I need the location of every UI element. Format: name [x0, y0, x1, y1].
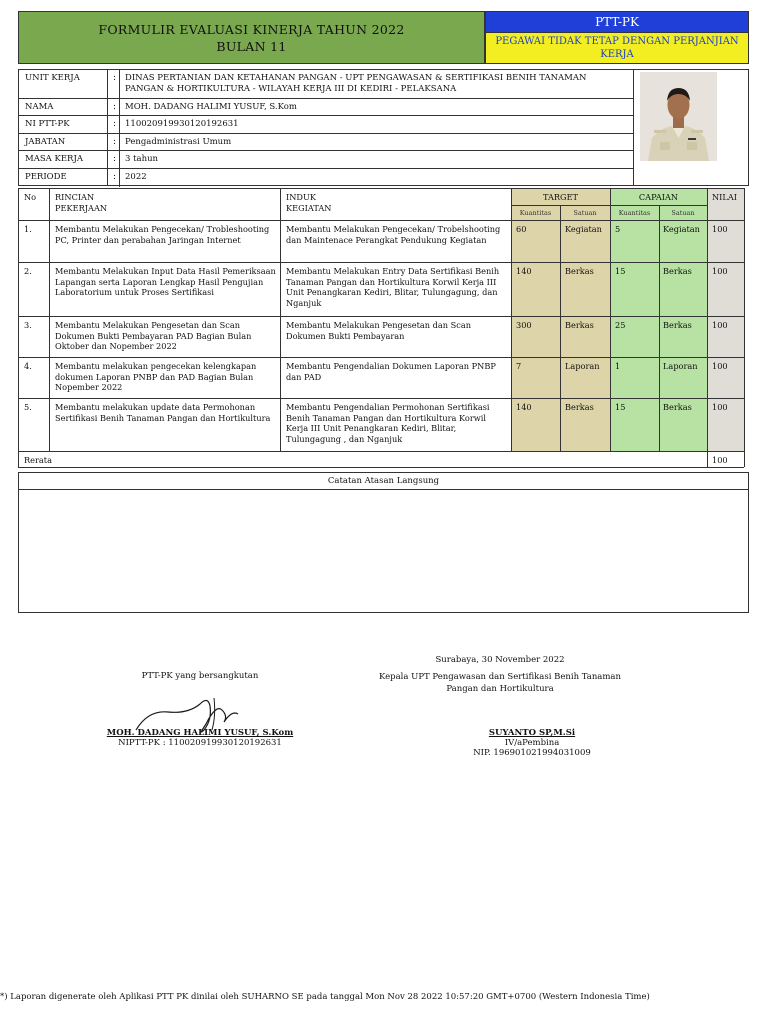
form-subtitle-month: BULAN 11 — [216, 38, 287, 54]
identity-row-periode — [19, 169, 633, 186]
left-signer-role: PTT-PK yang bersangkutan — [141, 671, 259, 681]
row5-rincian: Membantu melakukan update data Permohonan Sertifikasi Benih Tanaman Pangan dan Hortikultura — [55, 402, 271, 423]
sub-header-target-kuantitas: Kuantitas — [519, 209, 552, 217]
grid-line — [659, 205, 660, 451]
row2-capaian-satuan: Berkas — [663, 266, 692, 276]
row1-no: 1. — [24, 224, 32, 234]
row1-capaian-kuantitas: 5 — [615, 224, 621, 234]
row2-nilai: 100 — [712, 266, 728, 276]
col-header-rincian: RINCIAN PEKERJAAN — [55, 192, 108, 213]
row3-nilai: 100 — [712, 320, 728, 330]
row5-nilai: 100 — [712, 402, 728, 412]
right-signer-role — [360, 671, 640, 695]
row2-capaian-kuantitas: 15 — [615, 266, 626, 276]
left-signer-block — [80, 728, 320, 748]
grid-line — [707, 188, 708, 467]
row5-no: 5. — [24, 402, 32, 412]
row1-rincian: Membantu Melakukan Pengecekan/ Trobleshooting PC, Printer dan perabahan Jaringan Internet — [55, 224, 270, 245]
col-header-capaian: CAPAIAN — [638, 192, 679, 202]
colon: : — [113, 172, 117, 182]
row4-target-kuantitas: 7 — [516, 361, 522, 371]
jabatan-label: JABATAN — [25, 137, 66, 147]
row3-capaian-kuantitas: 25 — [615, 320, 626, 330]
grid-line — [18, 467, 744, 468]
rerata-value: 100 — [712, 455, 728, 465]
colon: : — [113, 137, 117, 147]
grid-line — [18, 316, 744, 317]
colon: : — [113, 119, 117, 129]
rerata-label: Rerata — [24, 455, 52, 465]
grid-line — [18, 357, 744, 358]
row3-no: 3. — [24, 320, 32, 330]
form-title: FORMULIR EVALUASI KINERJA TAHUN 2022 — [98, 21, 405, 37]
grid-line — [744, 188, 745, 467]
row1-nilai: 100 — [712, 224, 728, 234]
row5-target-satuan: Berkas — [565, 402, 594, 412]
ni-label: NI PTT-PK — [25, 119, 70, 129]
grid-line — [280, 188, 281, 451]
row3-rincian: Membantu Melakukan Pengesetan dan Scan Dokumen Bukti Pembayaran PAD Bagian Bulan Oktober dan Nopember 2022 — [55, 320, 252, 351]
row5-target-kuantitas: 140 — [516, 402, 532, 412]
colon: : — [113, 73, 117, 83]
row4-no: 4. — [24, 361, 32, 371]
sub-header-capaian-satuan: Satuan — [671, 209, 695, 217]
row5-capaian-kuantitas: 15 — [615, 402, 626, 412]
unit-kerja-value: DINAS PERTANIAN DAN KETAHANAN PANGAN - UPT PENGAWASAN & SERTIFIKASI BENIH TANAMAN PANGAN & HORTIKULTURA - WILAYAH KERJA III DI KEDIRI - PELAKSANA — [125, 73, 587, 94]
row3-target-kuantitas: 300 — [516, 320, 532, 330]
row3-target-satuan: Berkas — [565, 320, 594, 330]
row1-target-satuan: Kegiatan — [565, 224, 602, 234]
row2-rincian: Membantu Melakukan Input Data Hasil Pemeriksaan Lapangan serta Laporan Lengkap Hasil Pengujian Laboratorium untuk Proses Sertifikasi — [55, 266, 276, 297]
row1-target-kuantitas: 60 — [516, 224, 527, 234]
row3-capaian-satuan: Berkas — [663, 320, 692, 330]
supervisor-notes-title: Catatan Atasan Langsung — [19, 473, 748, 490]
employee-type-label: PEGAWAI TIDAK TETAP DENGAN PERJANJIAN KERJA — [485, 33, 749, 64]
col-header-induk: INDUK KEGIATAN — [286, 192, 332, 213]
grid-line — [18, 451, 744, 452]
divider — [633, 70, 634, 185]
col-header-nilai: NILAI — [712, 192, 737, 202]
masa-kerja-value: 3 tahun — [125, 154, 159, 164]
nama-value: MOH. DADANG HALIMI YUSUF, S.Kom — [125, 102, 297, 112]
colon: : — [113, 154, 117, 164]
sub-header-target-satuan: Satuan — [573, 209, 597, 217]
col-header-target: TARGET — [542, 192, 579, 202]
row5-induk: Membantu Pengendalian Permohonan Sertifikasi Benih Tanaman Pangan dan Hortikultura Korwil Kerja III Unit Penangkaran Kediri, Blitar, Tulungagung , dan Nganjuk — [286, 402, 490, 444]
masa-kerja-label: MASA KERJA — [25, 154, 84, 164]
form-title-block — [18, 11, 485, 64]
right-signer-name: SUYANTO SP,M.Si — [488, 728, 576, 738]
row1-induk: Membantu Melakukan Pengecekan/ Trobelshooting dan Maintenace Perangkat Pendukung Kegiatan — [286, 224, 501, 245]
row2-target-kuantitas: 140 — [516, 266, 532, 276]
left-signer-name: MOH. DADANG HALIMI YUSUF, S.Kom — [106, 728, 294, 738]
periode-label: PERIODE — [25, 172, 67, 182]
row4-capaian-satuan: Laporan — [663, 361, 698, 371]
right-signer-nip: NIP. 196901021994031009 — [473, 748, 591, 758]
grid-line — [560, 205, 561, 451]
sub-header-capaian-kuantitas: Kuantitas — [618, 209, 651, 217]
right-signer-rank: IV/aPembina — [504, 738, 560, 748]
row4-target-satuan: Laporan — [565, 361, 600, 371]
employee-photo — [640, 72, 717, 161]
row4-induk: Membantu Pengendalian Dokumen Laporan PNBP dan PAD — [286, 361, 496, 382]
right-signer-block — [412, 728, 652, 758]
grid-line — [18, 398, 744, 399]
col-header-no: No — [24, 192, 37, 202]
ni-value: 110020919930120192631 — [125, 119, 239, 129]
generation-note: *) Laporan digenerate oleh Aplikasi PTT PK dinilai oleh SUHARNO SE pada tanggal Mon Nov 28 2022 10:57:20 GMT+0700 (Western Indonesia Time) — [0, 992, 650, 1002]
row4-rincian: Membantu melakukan pengecekan kelengkapan dokumen Laporan PNBP dan PAD Bagian Bulan Nopember 2022 — [55, 361, 257, 392]
row1-capaian-satuan: Kegiatan — [663, 224, 700, 234]
periode-value: 2022 — [125, 172, 147, 182]
grid-line — [18, 220, 744, 221]
place-date: Surabaya, 30 November 2022 — [435, 655, 565, 665]
row2-induk: Membantu Melakukan Entry Data Sertifikasi Benih Tanaman Pangan dan Hortikultura Korwil Kerja III Unit Penangkaran Kediri, Blitar, Tulungagung, dan Nganjuk — [286, 266, 500, 308]
identity-row-ni — [19, 116, 633, 134]
grid-line — [18, 262, 744, 263]
identity-row-nama — [19, 99, 633, 116]
unit-kerja-label: UNIT KERJA — [25, 73, 80, 83]
grid-line — [18, 188, 19, 467]
row2-no: 2. — [24, 266, 32, 276]
row5-capaian-satuan: Berkas — [663, 402, 692, 412]
row4-nilai: 100 — [712, 361, 728, 371]
grid-line — [18, 188, 744, 189]
grid-line — [511, 188, 512, 451]
ptt-pk-badge: PTT-PK — [485, 11, 749, 33]
supervisor-notes-box — [18, 472, 749, 613]
row2-target-satuan: Berkas — [565, 266, 594, 276]
left-signer-id: NIPTT-PK : 110020919930120192631 — [118, 738, 282, 748]
colon: : — [113, 102, 117, 112]
grid-line — [49, 188, 50, 451]
identity-row-masa-kerja — [19, 151, 633, 169]
jabatan-value: Pengadministrasi Umum — [125, 137, 232, 147]
nama-label: NAMA — [25, 102, 54, 112]
grid-line — [610, 188, 611, 451]
row4-capaian-kuantitas: 1 — [615, 361, 621, 371]
row3-induk: Membantu Melakukan Pengesetan dan Scan Dokumen Bukti Pembayaran — [286, 320, 472, 341]
grid-line — [511, 205, 707, 206]
identity-row-jabatan — [19, 134, 633, 151]
identity-row-unit-kerja — [19, 70, 633, 99]
right-signer-role-line1: Kepala UPT Pengawasan dan Sertifikasi Benih Tanaman — [379, 672, 621, 682]
right-signer-role-line2: Pangan dan Hortikultura — [446, 684, 554, 694]
